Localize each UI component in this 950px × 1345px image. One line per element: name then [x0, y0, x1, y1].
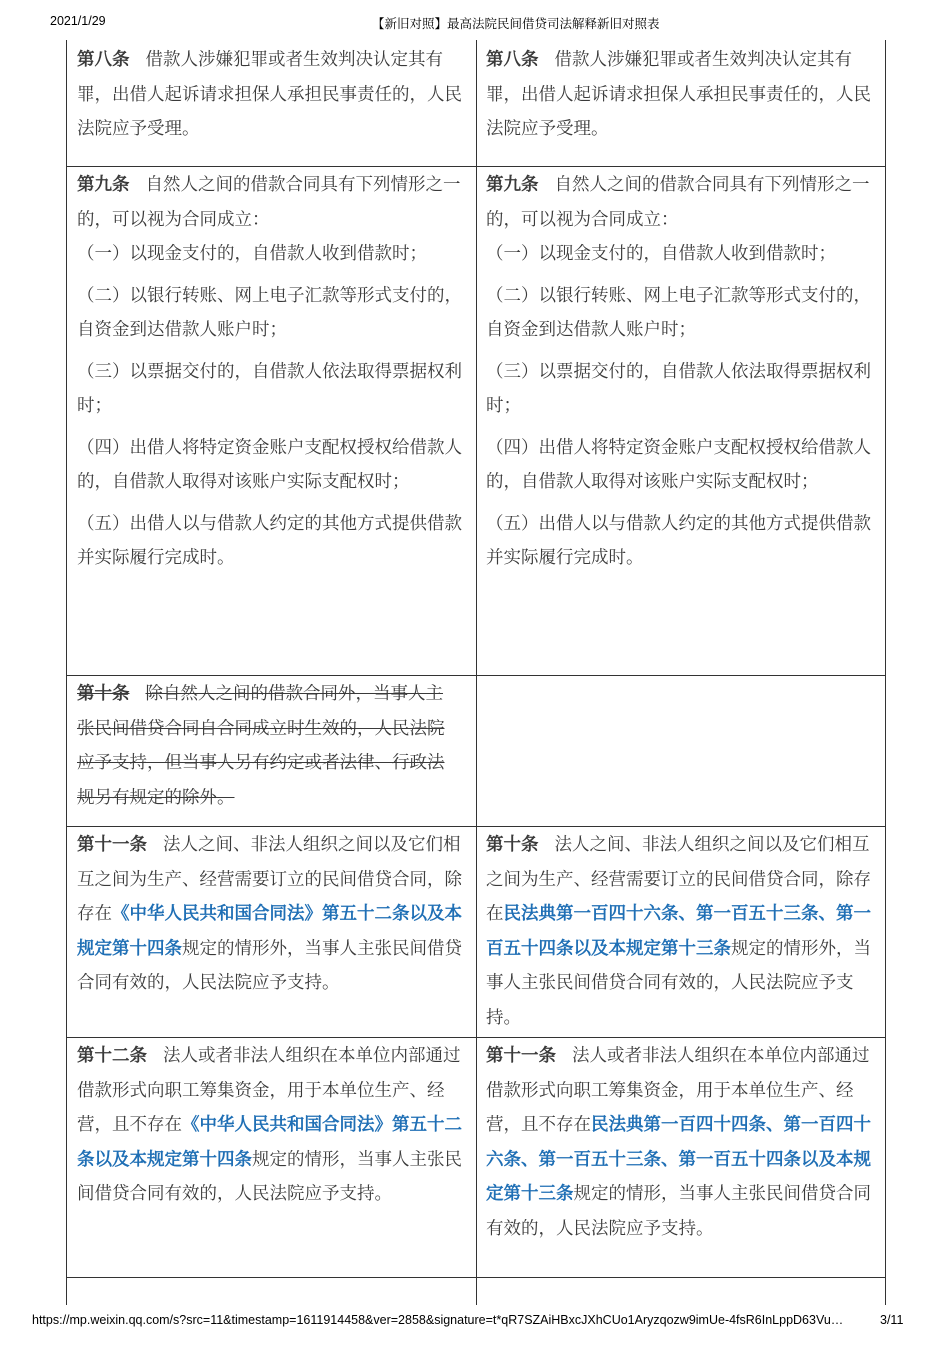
- article-label: 第八条: [486, 50, 539, 70]
- list-item: （三）以票据交付的，自借款人依法取得票据权利时；: [77, 361, 462, 416]
- article-text: 自然人之间的借款合同具有下列情形之一的，可以视为合同成立：: [77, 175, 461, 230]
- article-text: 自然人之间的借款合同具有下列情形之一的，可以视为合同成立：: [486, 175, 870, 230]
- document-title: 【新旧对照】最高法院民间借贷司法解释新旧对照表: [372, 16, 660, 31]
- highlighted-reference: 《中华人民共和国合同法》第五十二条以及本规定第十四条: [77, 1115, 462, 1170]
- row-divider: [66, 1277, 886, 1278]
- table-border-right: [885, 40, 886, 1305]
- row-divider: [66, 826, 886, 827]
- article-label: 第九条: [486, 175, 539, 195]
- table-border-left: [66, 40, 67, 1305]
- article-9-old: [77, 168, 467, 576]
- article-text: 规定的情形外，当事人主张民间借贷合同有效的，人民法院应予支持。: [486, 938, 871, 1028]
- article-text: 法人或者非法人组织在本单位内部通过借款形式向职工筹集资金，用于本单位生产、经营，且不存在: [486, 1046, 870, 1135]
- article-label: 第十一条: [486, 1046, 556, 1066]
- article-label: 第十条: [77, 684, 130, 704]
- list-item: （四）出借人将特定资金账户支配权授权给借款人的，自借款人取得对该账户实际支配权时；: [486, 437, 871, 492]
- print-header: [0, 14, 950, 34]
- highlighted-reference: 民法典第一百四十六条、第一百五十三条、第一百五十四条以及本规定第十三条: [486, 904, 871, 959]
- article-text: 规定的情形，当事人主张民间借贷合同有效的，人民法院应予支持。: [486, 1184, 871, 1239]
- article-label: 第九条: [77, 175, 130, 195]
- row-divider: [66, 675, 886, 676]
- print-footer: [0, 1313, 950, 1333]
- article-text: 法人或者非法人组织在本单位内部通过借款形式向职工筹集资金，用于本单位生产、经营，且不存在: [77, 1046, 461, 1135]
- article-text: 规定的情形，当事人主张民间借贷合同有效的，人民法院应予支持。: [77, 1149, 462, 1204]
- list-item: （二）以银行转账、网上电子汇款等形式支付的，自资金到达借款人账户时；: [77, 285, 462, 340]
- highlighted-reference: 民法典第一百四十四条、第一百四十六条、第一百五十三条、第一百五十四条以及本规定第十三条: [486, 1115, 871, 1204]
- print-date: 2021/1/29: [50, 14, 106, 28]
- article-label: 第十二条: [77, 1046, 147, 1066]
- article-text: 除自然人之间的借款合同外，当事人主张民间借贷合同自合同成立时生效的，人民法院应予支持，但当事人另有约定或者法律、行政法规另有规定的除外。: [77, 684, 445, 808]
- article-11-new: [486, 1039, 876, 1246]
- article-11-old: [77, 828, 467, 1001]
- article-text: 法人之间、非法人组织之间以及它们相互之间为生产、经营需要订立的民间借贷合同，除存在: [77, 835, 462, 924]
- list-item: （三）以票据交付的，自借款人依法取得票据权利时；: [486, 361, 871, 416]
- list-item: （五）出借人以与借款人约定的其他方式提供借款并实际履行完成时。: [486, 513, 871, 568]
- list-item: （四）出借人将特定资金账户支配权授权给借款人的，自借款人取得对该账户实际支配权时；: [77, 437, 462, 492]
- article-8-new: [486, 43, 876, 147]
- list-item: （一）以现金支付的，自借款人收到借款时；: [486, 244, 836, 264]
- list-item: （一）以现金支付的，自借款人收到借款时；: [77, 244, 427, 264]
- article-12-old: [77, 1039, 467, 1212]
- highlighted-reference: 《中华人民共和国合同法》第五十二条以及本规定第十四条: [77, 904, 462, 959]
- article-8-old: [77, 43, 467, 147]
- list-item: （二）以银行转账、网上电子汇款等形式支付的，自资金到达借款人账户时；: [486, 285, 871, 340]
- article-9-new: [486, 168, 876, 576]
- article-10-new: [486, 828, 876, 1035]
- row-divider: [66, 166, 886, 167]
- article-label: 第十条: [486, 835, 539, 855]
- article-text: 借款人涉嫌犯罪或者生效判决认定其有罪，出借人起诉请求担保人承担民事责任的，人民法院应予受理。: [486, 50, 871, 139]
- article-text: 规定的情形外，当事人主张民间借贷合同有效的，人民法院应予支持。: [77, 938, 462, 993]
- article-label: 第十一条: [77, 835, 147, 855]
- article-text: 借款人涉嫌犯罪或者生效判决认定其有罪，出借人起诉请求担保人承担民事责任的，人民法院应予受理。: [77, 50, 462, 139]
- page-url: https://mp.weixin.qq.com/s?src=11&timestamp=1611914458&ver=2858&signature=t*qR7SZAiHBxcJXhCUo1Aryzqozw9imUe-4fsR6InLppD63Vu…: [32, 1313, 844, 1327]
- table-border-middle: [476, 40, 477, 1305]
- row-divider: [66, 1037, 886, 1038]
- article-label: 第八条: [77, 50, 130, 70]
- list-item: （五）出借人以与借款人约定的其他方式提供借款并实际履行完成时。: [77, 513, 462, 568]
- page-number: 3/11: [880, 1313, 904, 1327]
- article-10-old-deleted: [77, 677, 457, 815]
- article-text: 法人之间、非法人组织之间以及它们相互之间为生产、经营需要订立的民间借贷合同，除存在: [486, 835, 871, 924]
